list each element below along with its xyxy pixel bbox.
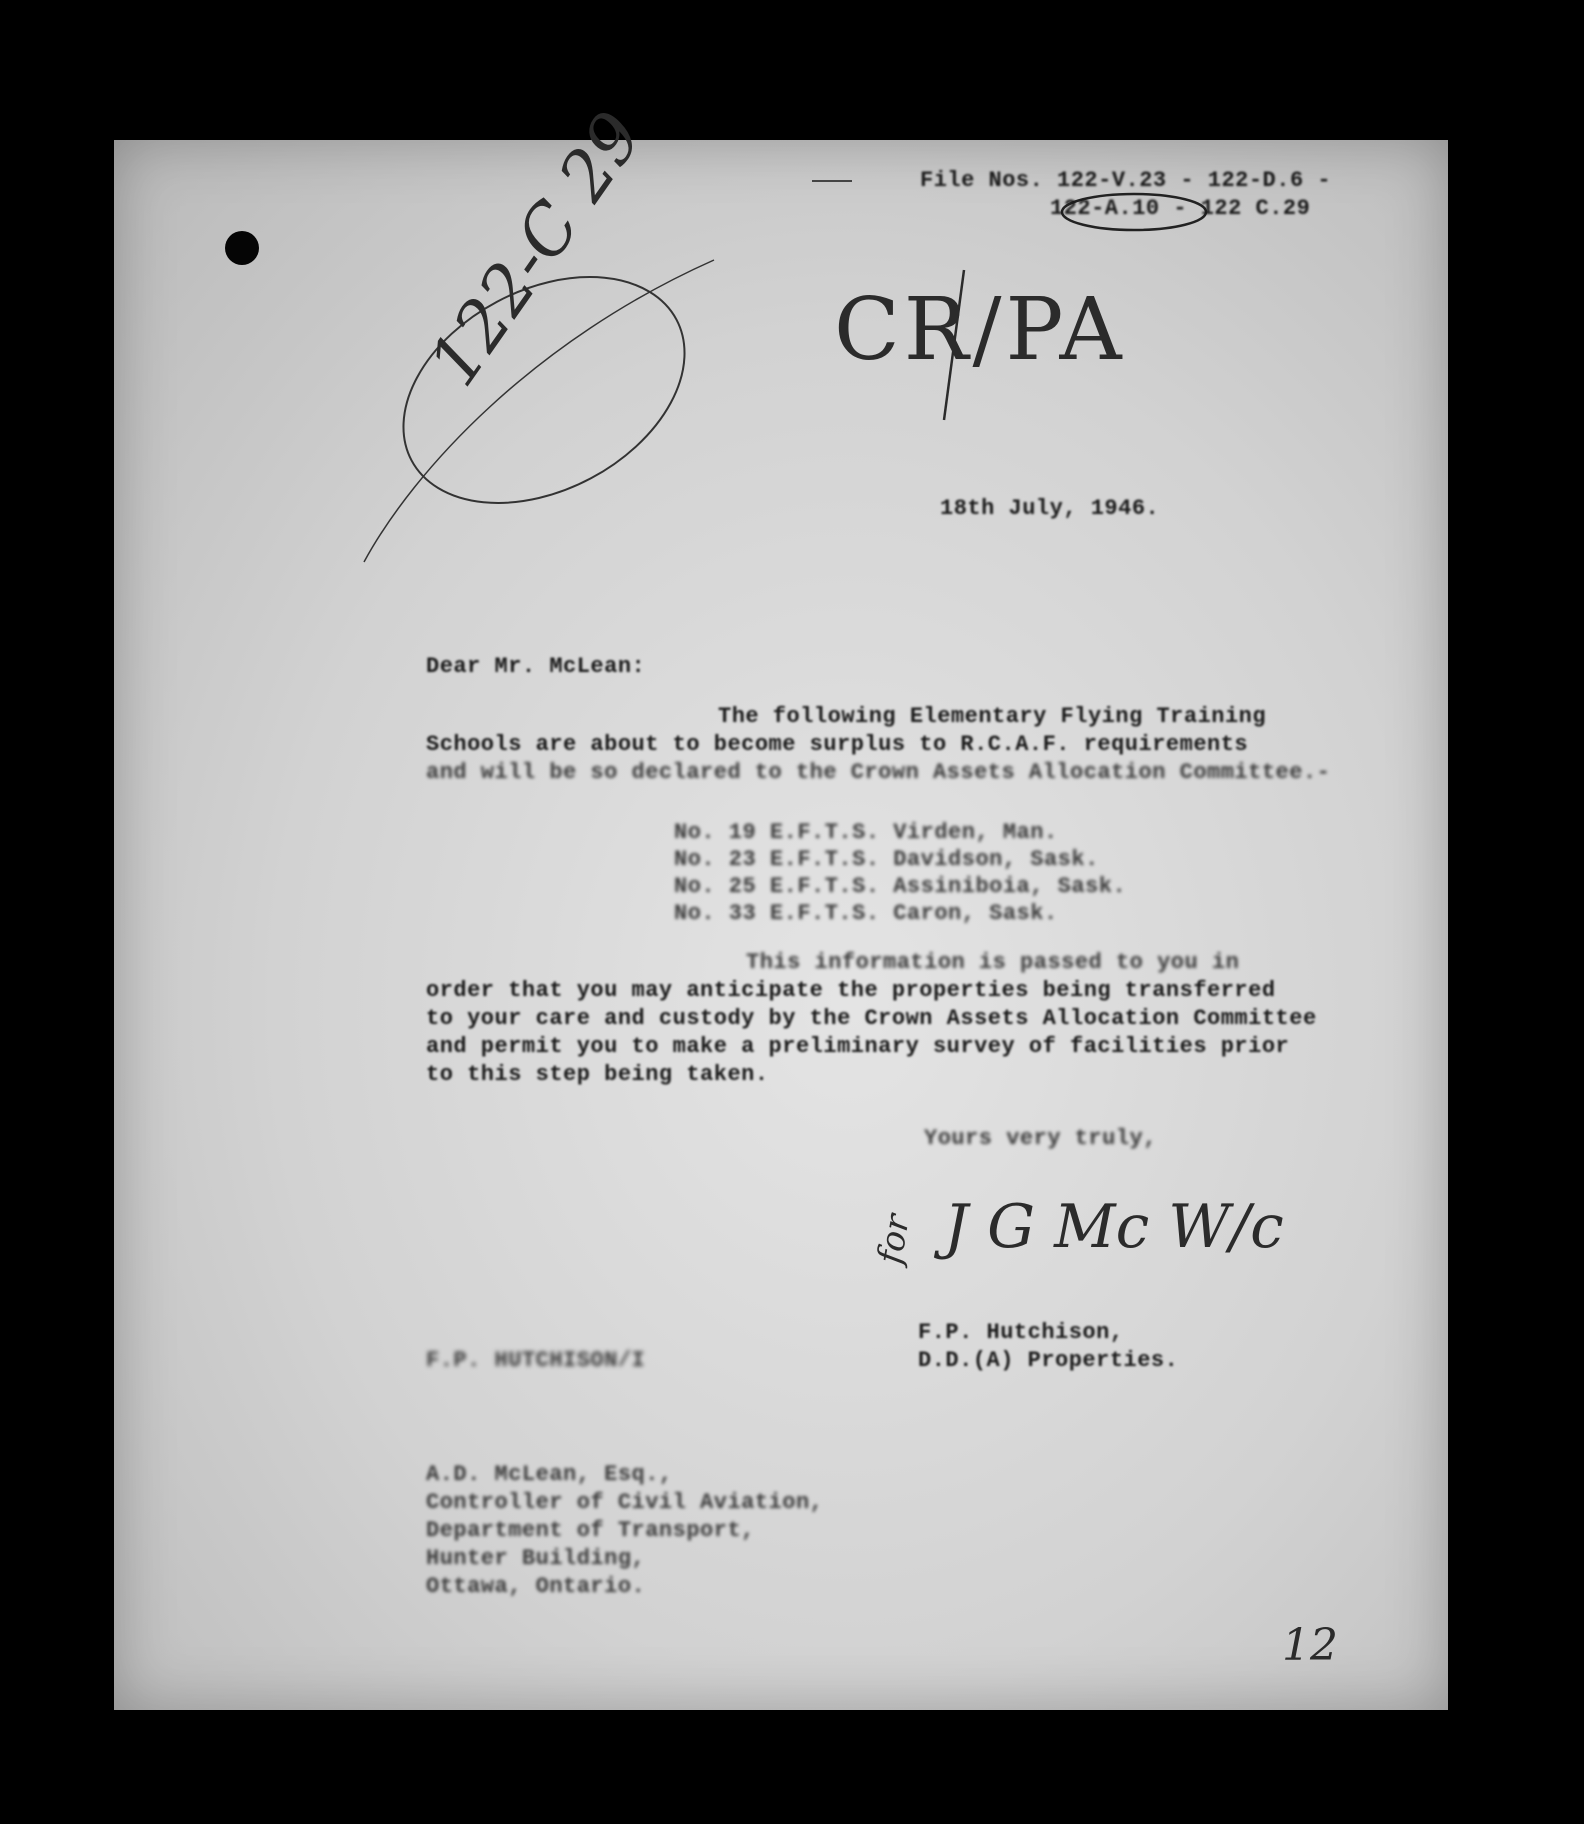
address-line: A.D. McLean, Esq., (426, 1462, 673, 1487)
letter-date: 18th July, 1946. (940, 496, 1160, 521)
address-line: Hunter Building, (426, 1546, 646, 1571)
reference-initials: F.P. HUTCHISON/I (426, 1348, 646, 1373)
closing: Yours very truly, (924, 1126, 1157, 1151)
paragraph-1-line: The following Elementary Flying Training (718, 704, 1267, 729)
pen-dash (812, 180, 852, 182)
salutation: Dear Mr. McLean: (426, 654, 646, 679)
signature: J G Mc W/c (944, 1192, 1284, 1262)
school-item: No. 33 E.F.T.S. Caron, Sask. (674, 901, 1058, 926)
paragraph-2-line: order that you may anticipate the properties being transferred (426, 978, 1276, 1003)
school-item: No. 23 E.F.T.S. Davidson, Sask. (674, 847, 1099, 872)
school-item: No. 25 E.F.T.S. Assiniboia, Sask. (674, 874, 1127, 899)
signatory-title: D.D.(A) Properties. (918, 1348, 1179, 1373)
paragraph-2-line: to this step being taken. (426, 1062, 769, 1087)
paragraph-2-line: This information is passed to you in (746, 950, 1240, 975)
punch-hole (225, 231, 259, 265)
file-numbers-line-2: 122-A.10 - 122 C.29 (1050, 196, 1311, 221)
signature-for: for (870, 1211, 918, 1267)
paragraph-2-line: to your care and custody by the Crown Assets Allocation Committee (426, 1006, 1317, 1031)
file-numbers-line-1: File Nos. 122-V.23 - 122-D.6 - (920, 168, 1332, 193)
handwritten-routing: CR/PA (834, 280, 1126, 380)
paragraph-2-line: and permit you to make a preliminary survey of facilities prior (426, 1034, 1290, 1059)
handwritten-file-ref: 122-C 29 (414, 98, 659, 401)
paragraph-1-line: Schools are about to become surplus to R.C.A.F. requirements (426, 732, 1249, 757)
address-line: Department of Transport, (426, 1518, 755, 1543)
school-item: No. 19 E.F.T.S. Virden, Man. (674, 820, 1058, 845)
address-line: Controller of Civil Aviation, (426, 1490, 824, 1515)
handwritten-page-number: 12 (1282, 1620, 1338, 1671)
address-line: Ottawa, Ontario. (426, 1574, 646, 1599)
letter-page (114, 98, 1448, 1710)
signatory-name: F.P. Hutchison, (918, 1320, 1124, 1345)
paragraph-1-line: and will be so declared to the Crown Assets Allocation Committee.- (426, 760, 1331, 785)
